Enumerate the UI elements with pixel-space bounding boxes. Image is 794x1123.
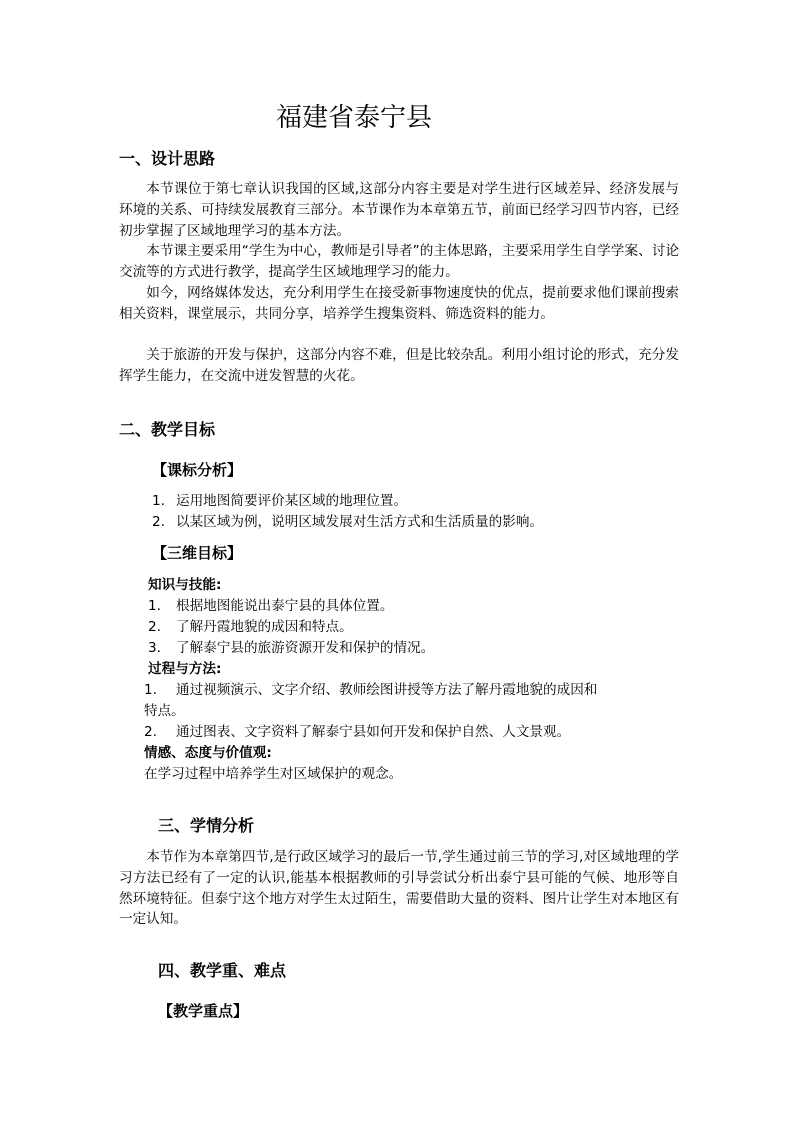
section-heading-student-analysis: 三、学情分析 bbox=[158, 816, 255, 835]
list-item-number: 1. bbox=[152, 493, 165, 509]
list-item-text: 通过视频演示、文字介绍、教师绘图讲授等方法了解丹霞地貌的成因和 bbox=[176, 682, 598, 698]
list-item bbox=[152, 491, 407, 512]
label-process-methods: 过程与方法: bbox=[148, 661, 222, 677]
list-item-text: 以某区域为例，说明区域发展对生活方式和生活质量的影响。 bbox=[176, 514, 544, 530]
list-item-text: 了解泰宁县的旅游资源开发和保护的情况。 bbox=[176, 640, 435, 656]
section-heading-key-difficult-points: 四、教学重、难点 bbox=[158, 961, 287, 980]
paragraph-design-2: 本节课主要采用“学生为中心，教师是引导者”的主体思路，主要采用学生自学学案、讨论交流等的方式进行教学，提高学生区域地理学习的能力。 bbox=[119, 243, 679, 280]
list-item bbox=[148, 617, 353, 638]
list-item-continuation: 特点。 bbox=[144, 703, 185, 719]
document-title: 福建省泰宁县 bbox=[275, 103, 432, 133]
paragraph-design-3: 如今，网络媒体发达，充分利用学生在接受新事物速度快的优点，提前要求他们课前搜索相关资料，课堂展示，共同分享，培养学生搜集资料、筛选资料的能力。 bbox=[119, 285, 679, 322]
list-item-number: 2. bbox=[148, 619, 161, 635]
list-item-text: 通过图表、文字资料了解泰宁县如何开发和保护自然、人文景观。 bbox=[176, 724, 571, 740]
subheading-curriculum-analysis: 【课标分析】 bbox=[152, 461, 243, 479]
paragraph-design-4: 关于旅游的开发与保护，这部分内容不难，但是比较杂乱。利用小组讨论的形式，充分发挥学生能力，在交流中迸发智慧的火花。 bbox=[119, 347, 679, 384]
section-heading-teaching-goals: 二、教学目标 bbox=[119, 420, 216, 439]
list-item bbox=[152, 512, 543, 533]
paragraph-student-analysis: 本节作为本章第四节,是行政区域学习的最后一节,学生通过前三节的学习,对区域地理的学习方法已经有了一定的认识,能基本根据教师的引导尝试分析出泰宁县可能的气候、地形等自然环境特征。但泰宁这个地方对学生太过陌生，需要借助大量的资料、图片让学生对本地区有一定认知。 bbox=[119, 849, 679, 928]
list-item-text: 了解丹霞地貌的成因和特点。 bbox=[176, 619, 353, 635]
list-item-number: 3. bbox=[148, 640, 161, 656]
paragraph-design-1: 本节课位于第七章认识我国的区域,这部分内容主要是对学生进行区域差异、经济发展与环境的关系、可持续发展教育三部分。本节课作为本章第五节，前面已经学习四节内容，已经初步掌握了区域地理学习的基本方法。 bbox=[119, 181, 679, 239]
label-knowledge-skills: 知识与技能: bbox=[148, 577, 222, 593]
list-item-number: 2. bbox=[144, 724, 157, 740]
subheading-three-dimensional-goals: 【三维目标】 bbox=[152, 544, 243, 562]
text-emotion-goal: 在学习过程中培养学生对区域保护的观念。 bbox=[144, 766, 403, 782]
list-item-text: 运用地图简要评价某区域的地理位置。 bbox=[176, 493, 408, 509]
list-item-number: 1. bbox=[148, 598, 161, 614]
list-item-number: 2. bbox=[152, 514, 165, 530]
label-emotion-attitude-values: 情感、态度与价值观: bbox=[144, 745, 272, 761]
list-item-number: 1. bbox=[144, 682, 157, 698]
list-item bbox=[144, 722, 570, 743]
list-item-text: 根据地图能说出泰宁县的具体位置。 bbox=[176, 598, 394, 614]
list-item bbox=[148, 596, 394, 617]
list-item bbox=[148, 638, 434, 659]
subheading-teaching-key-points: 【教学重点】 bbox=[158, 1002, 249, 1020]
section-heading-design-idea: 一、设计思路 bbox=[119, 149, 216, 168]
list-item bbox=[144, 680, 597, 701]
